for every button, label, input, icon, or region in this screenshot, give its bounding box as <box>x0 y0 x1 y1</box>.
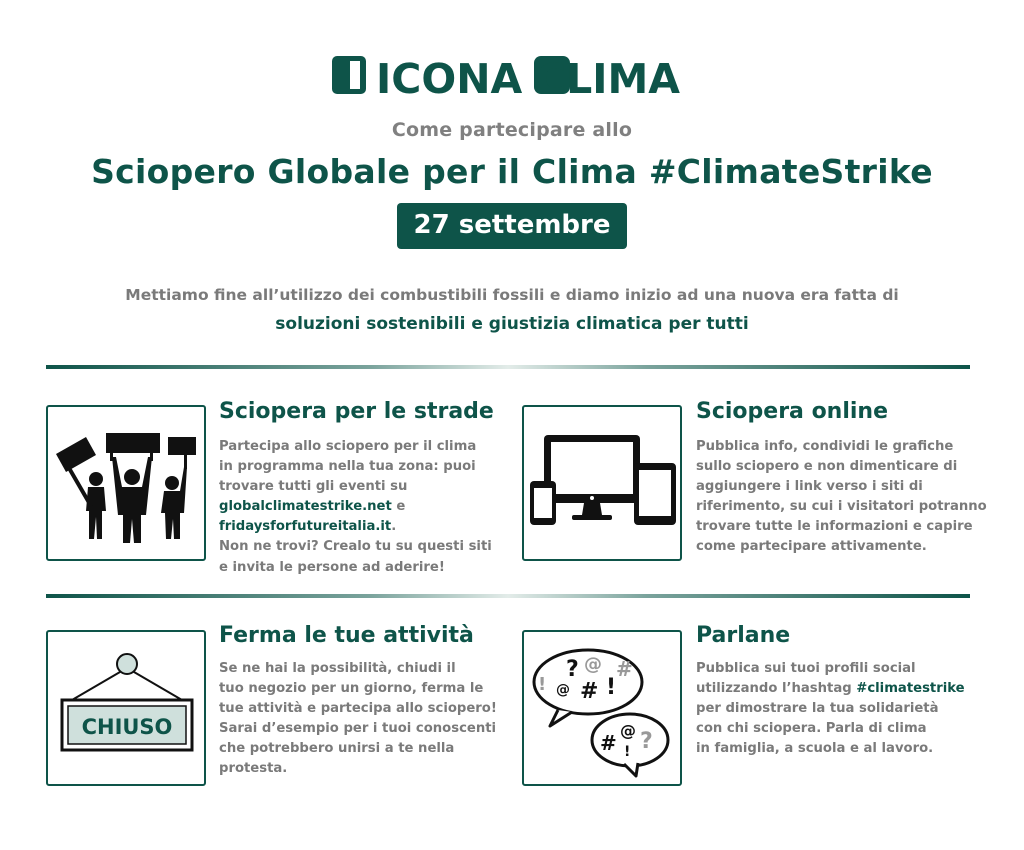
streets-text-part: e <box>396 499 406 515</box>
svg-text:#: # <box>580 679 599 704</box>
section-text-talk <box>696 659 996 759</box>
devices-icon-box <box>522 405 682 561</box>
devices-icon <box>524 407 680 559</box>
svg-text:?: ? <box>566 657 579 682</box>
section-title-online: Sciopera online <box>696 399 889 424</box>
intro-line-1: Mettiamo fine all’utilizzo dei combustibili fossili e diamo inizio ad una nuova era fatta di <box>125 286 899 304</box>
divider-middle <box>46 594 970 598</box>
svg-text:#: # <box>600 731 617 755</box>
divider-top <box>46 365 970 369</box>
closed-sign-icon <box>48 632 204 784</box>
streets-text-part: . Non ne trovi? Crealo tu su questi siti e invita le persone ad aderire! <box>219 519 492 575</box>
protesters-icon <box>48 407 204 559</box>
streets-text-part: Partecipa allo sciopero per il clima in programma nella tua zona: puoi trovare tutti gli eventi su <box>219 439 477 495</box>
section-text-streets <box>219 437 509 578</box>
section-text-online: Pubblica info, condividi le grafiche sullo sciopero e non dimenticare di aggiungere i link verso i siti di riferimento, su cui i visitatori potranno trovare tutte le informazioni e capire come partecipare attivamente. <box>696 439 987 555</box>
svg-text:@: @ <box>584 654 602 675</box>
sign-text: CHIUSO <box>81 715 173 739</box>
svg-text:#: # <box>616 657 633 681</box>
date-badge: 27 settembre <box>397 203 627 249</box>
page-title: Sciopero Globale per il Clima #ClimateStrike <box>91 152 933 191</box>
svg-text:!: ! <box>606 675 617 700</box>
link-globalclimatestrike[interactable]: globalclimatestrike.net <box>219 499 392 515</box>
logo <box>0 52 1024 98</box>
speech-bubbles-icon <box>524 632 680 784</box>
section-title-talk: Parlane <box>696 623 791 648</box>
hashtag-climatestrike[interactable]: #climatestrike <box>856 681 965 697</box>
subtitle: Come partecipare allo <box>391 119 633 141</box>
talk-text-part: Pubblica sui tuoi profili social utilizzando l’hashtag <box>696 661 916 697</box>
intro-line-2: soluzioni sostenibili e giustizia climatica per tutti <box>275 314 749 334</box>
svg-text:@: @ <box>620 721 636 740</box>
svg-text:ICONA: ICONA <box>376 55 523 98</box>
icona-clima-logo <box>332 52 692 98</box>
talk-text-part: per dimostrare la tua solidarietà con chi sciopera. Parla di clima in famiglia, a scuola e al lavoro. <box>696 701 939 757</box>
svg-text:@: @ <box>556 682 570 698</box>
speech-bubbles-icon-box <box>522 630 682 786</box>
section-text-stop: Se ne hai la possibilità, chiudi il tuo negozio per un giorno, ferma le tue attività e partecipa allo sciopero! Sarai d’esempio per i tuoi conoscenti che potrebbero unirsi a te nella protesta. <box>219 661 497 777</box>
svg-text:CLIMA: CLIMA <box>536 55 681 98</box>
link-fridaysforfutureitalia[interactable]: fridaysforfutureitalia.it <box>219 519 392 535</box>
svg-text:!: ! <box>624 744 631 760</box>
svg-text:?: ? <box>640 729 653 754</box>
section-title-streets: Sciopera per le strade <box>219 399 494 424</box>
svg-text:!: ! <box>538 674 547 695</box>
closed-sign-icon-box <box>46 630 206 786</box>
section-title-stop: Ferma le tue attività <box>219 623 474 648</box>
protesters-icon-box <box>46 405 206 561</box>
